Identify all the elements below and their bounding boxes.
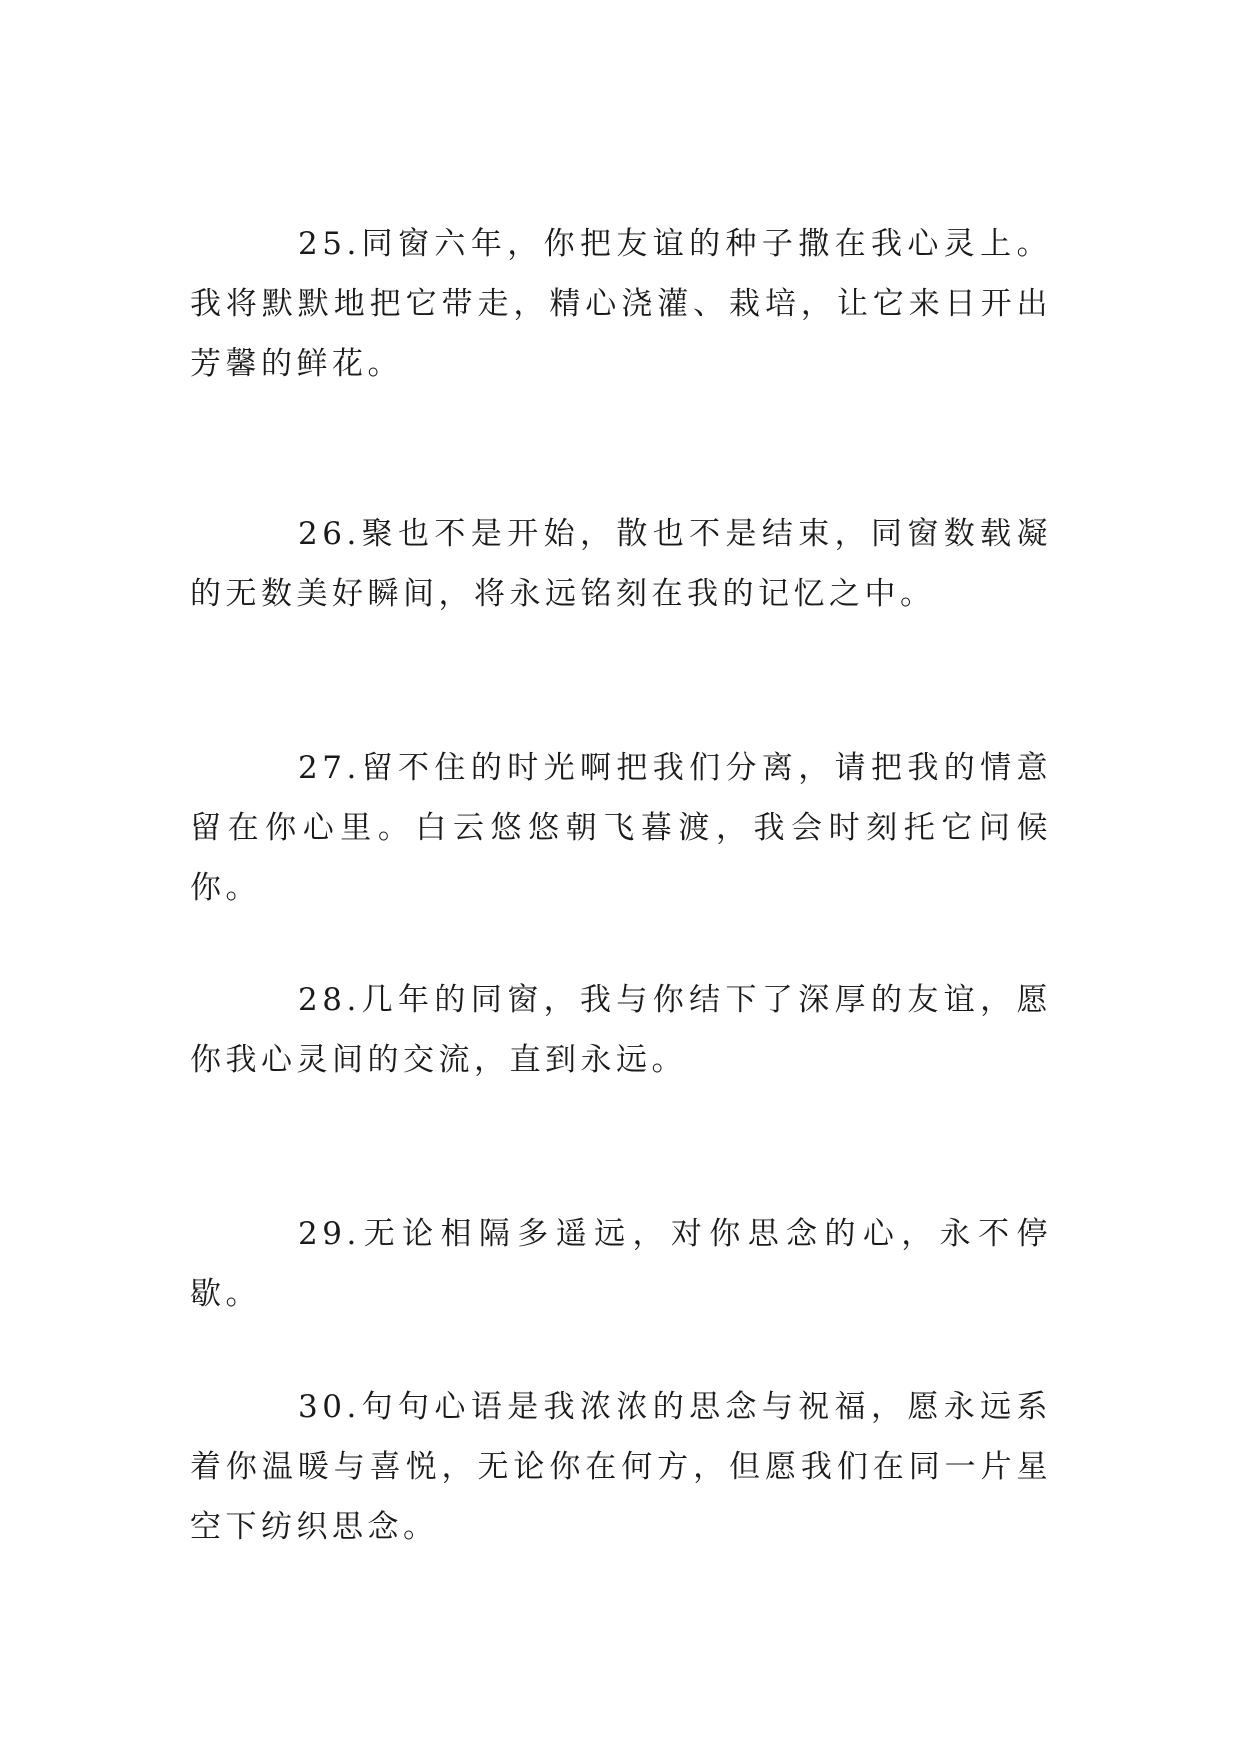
paragraph-27: 27.留不住的时光啊把我们分离，请把我的情意留在你心里。白云悠悠朝飞暮渡，我会时刻托它问候你。: [190, 750, 1052, 906]
paragraph-30: 30.句句心语是我浓浓的思念与祝福，愿永远系着你温暖与喜悦，无论你在何方，但愿我们在同一片星空下纺织思念。: [190, 1389, 1052, 1545]
paragraph-28: 28.几年的同窗，我与你结下了深厚的友谊，愿你我心灵间的交流，直到永远。: [190, 982, 1052, 1078]
paragraph-25: 25.同窗六年，你把友谊的种子撒在我心灵上。我将默默地把它带走，精心浇灌、栽培，让它来日开出芳馨的鲜花。: [190, 226, 1052, 382]
paragraph-26: 26.聚也不是开始，散也不是结束，同窗数载凝的无数美好瞬间，将永远铭刻在我的记忆之中。: [190, 516, 1052, 612]
paragraph-29: 29.无论相隔多遥远，对你思念的心，永不停歇。: [190, 1216, 1052, 1312]
